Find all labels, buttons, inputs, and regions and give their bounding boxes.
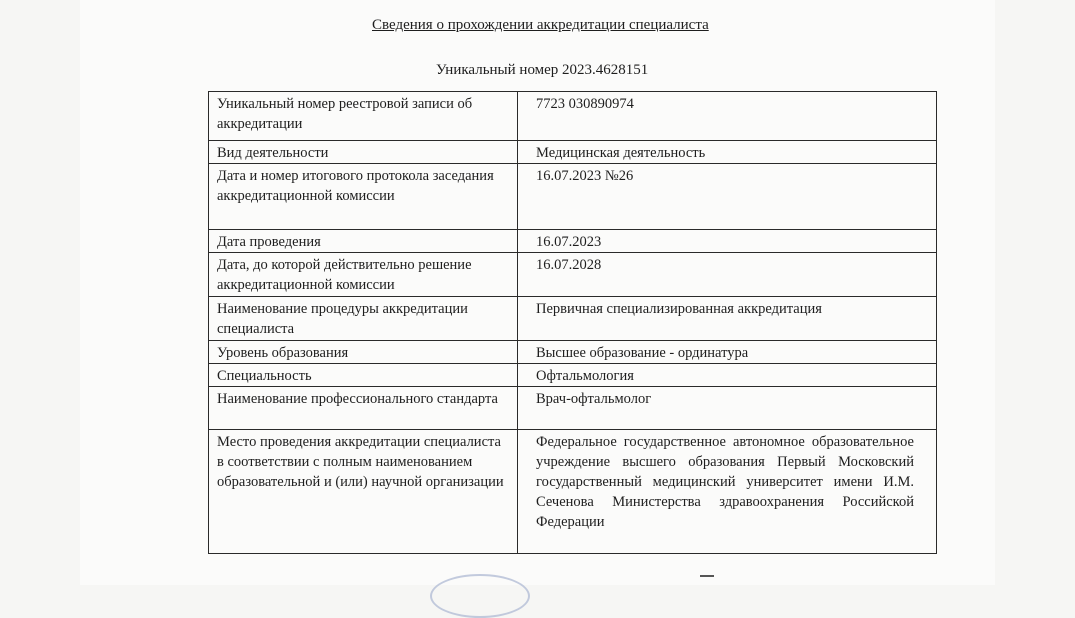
table-row — [209, 92, 937, 141]
table-row — [209, 341, 937, 364]
table-row — [209, 387, 937, 430]
row-value-date-held: 16.07.2023 — [518, 230, 937, 253]
row-label-venue: Место проведения аккредитации специалиста в соответствии с полным наименованием образовательной и (или) научной организации — [209, 430, 518, 554]
row-value-protocol: 16.07.2023 №26 — [518, 164, 937, 230]
row-label-date-held: Дата проведения — [209, 230, 518, 253]
table-row — [209, 430, 937, 554]
stamp-seal — [430, 574, 530, 618]
row-value-activity-type: Медицинская деятельность — [518, 141, 937, 164]
table-row — [209, 230, 937, 253]
table-row — [209, 141, 937, 164]
row-label-valid-until: Дата, до которой действительно решение аккредитационной комиссии — [209, 253, 518, 297]
table-row — [209, 164, 937, 230]
accreditation-table — [208, 91, 937, 554]
row-value-education-level: Высшее образование - ординатура — [518, 341, 937, 364]
row-value-registry-number: 7723 030890974 — [518, 92, 937, 141]
row-value-venue: Федеральное государственное автономное образовательное учреждение высшего образования Первый Московский государственный медицинский университет имени И.М. Сеченова Министерства здравоохранения Российской Федерации — [518, 430, 937, 554]
unique-number-heading: Уникальный номер 2023.4628151 — [436, 62, 649, 78]
row-value-procedure: Первичная специализированная аккредитация — [518, 297, 937, 341]
row-label-procedure: Наименование процедуры аккредитации специалиста — [209, 297, 518, 341]
row-label-registry-number: Уникальный номер реестровой записи об аккредитации — [209, 92, 518, 141]
row-label-activity-type: Вид деятельности — [209, 141, 518, 164]
row-label-professional-standard: Наименование профессионального стандарта — [209, 387, 518, 430]
row-label-protocol: Дата и номер итогового протокола заседания аккредитационной комиссии — [209, 164, 518, 230]
row-value-specialty: Офтальмология — [518, 364, 937, 387]
table-row — [209, 297, 937, 341]
signature-mark — [700, 575, 714, 577]
table-row — [209, 364, 937, 387]
row-value-valid-until: 16.07.2028 — [518, 253, 937, 297]
row-label-specialty: Специальность — [209, 364, 518, 387]
row-value-professional-standard: Врач-офтальмолог — [518, 387, 937, 430]
document-title: Сведения о прохождении аккредитации специалиста — [372, 17, 709, 33]
table-row — [209, 253, 937, 297]
row-label-education-level: Уровень образования — [209, 341, 518, 364]
